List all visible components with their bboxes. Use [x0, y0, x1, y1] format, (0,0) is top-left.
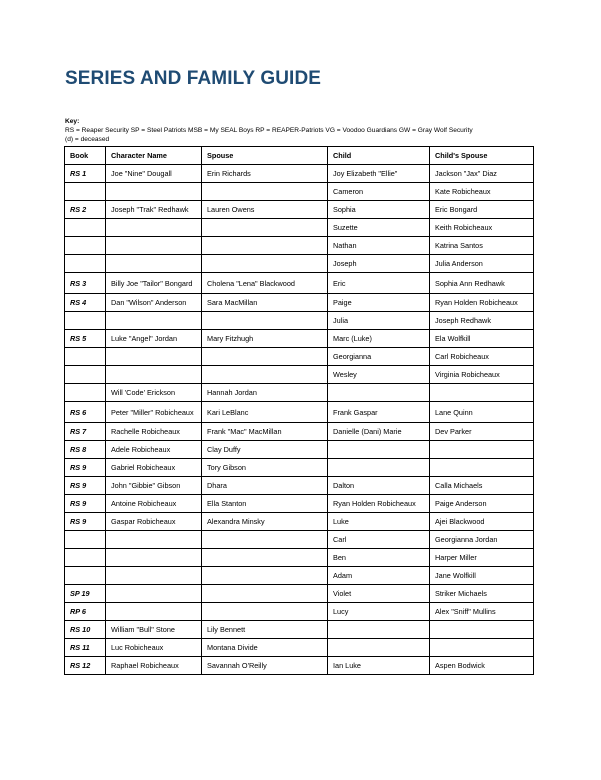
spouse-cell: Mary Fitzhugh: [202, 330, 328, 348]
child-spouse-cell: Jane Wolfkill: [430, 567, 534, 585]
child-cell: [328, 441, 430, 459]
character-name-cell: Adele Robicheaux: [106, 441, 202, 459]
spouse-cell: [202, 549, 328, 567]
child-spouse-cell: Dev Parker: [430, 423, 534, 441]
character-name-cell: [106, 255, 202, 273]
book-cell: RS 9: [65, 495, 106, 513]
child-spouse-cell: Carl Robicheaux: [430, 348, 534, 366]
character-name-cell: [106, 603, 202, 621]
child-cell: Nathan: [328, 237, 430, 255]
child-spouse-cell: Joseph Redhawk: [430, 312, 534, 330]
child-spouse-cell: [430, 621, 534, 639]
table-row: [65, 639, 534, 657]
child-cell: Violet: [328, 585, 430, 603]
child-cell: Cameron: [328, 183, 430, 201]
child-cell: Marc (Luke): [328, 330, 430, 348]
table-row: [65, 423, 534, 441]
child-cell: Lucy: [328, 603, 430, 621]
book-cell: [65, 219, 106, 237]
table-row: [65, 402, 534, 423]
table-row: [65, 255, 534, 273]
character-name-cell: Gabriel Robicheaux: [106, 459, 202, 477]
character-name-cell: [106, 549, 202, 567]
child-spouse-cell: Eric Bongard: [430, 201, 534, 219]
character-name-cell: John "Gibbie" Gibson: [106, 477, 202, 495]
child-spouse-cell: Virginia Robicheaux: [430, 366, 534, 384]
character-name-cell: Peter "Miller" Robicheaux: [106, 402, 202, 423]
spouse-cell: [202, 603, 328, 621]
book-cell: RS 9: [65, 513, 106, 531]
character-name-cell: [106, 183, 202, 201]
character-name-cell: [106, 567, 202, 585]
book-cell: RS 7: [65, 423, 106, 441]
book-cell: [65, 384, 106, 402]
book-cell: [65, 531, 106, 549]
table-header-row: [65, 147, 534, 165]
character-name-cell: [106, 585, 202, 603]
book-cell: [65, 312, 106, 330]
child-cell: Ian Luke: [328, 657, 430, 675]
table-row: [65, 384, 534, 402]
book-cell: [65, 255, 106, 273]
child-spouse-cell: Calla Michaels: [430, 477, 534, 495]
child-spouse-cell: Aspen Bodwick: [430, 657, 534, 675]
table-row: [65, 477, 534, 495]
book-cell: [65, 348, 106, 366]
child-spouse-cell: Keith Robicheaux: [430, 219, 534, 237]
child-spouse-cell: Paige Anderson: [430, 495, 534, 513]
book-cell: [65, 549, 106, 567]
book-cell: RS 8: [65, 441, 106, 459]
book-cell: [65, 366, 106, 384]
character-name-cell: Luke "Angel" Jordan: [106, 330, 202, 348]
child-spouse-cell: Striker Michaels: [430, 585, 534, 603]
child-cell: Paige: [328, 294, 430, 312]
key-legend: [65, 117, 473, 144]
table-row: [65, 549, 534, 567]
table-row: [65, 348, 534, 366]
spouse-cell: [202, 567, 328, 585]
table-row: [65, 657, 534, 675]
child-spouse-cell: Jackson "Jax" Diaz: [430, 165, 534, 183]
spouse-cell: [202, 237, 328, 255]
table-row: [65, 459, 534, 477]
child-spouse-cell: Sophia Ann Redhawk: [430, 273, 534, 294]
character-name-cell: Will 'Code' Erickson: [106, 384, 202, 402]
header-spouse: Spouse: [202, 147, 328, 165]
table-row: [65, 495, 534, 513]
spouse-cell: [202, 255, 328, 273]
child-spouse-cell: Georgianna Jordan: [430, 531, 534, 549]
child-spouse-cell: [430, 441, 534, 459]
table-row: [65, 201, 534, 219]
child-spouse-cell: Ela Wolfkill: [430, 330, 534, 348]
child-cell: Adam: [328, 567, 430, 585]
header-childs-spouse: Child's Spouse: [430, 147, 534, 165]
table-row: [65, 531, 534, 549]
table-row: [65, 567, 534, 585]
spouse-cell: Kari LeBlanc: [202, 402, 328, 423]
child-spouse-cell: Ryan Holden Robicheaux: [430, 294, 534, 312]
table-row: [65, 330, 534, 348]
character-name-cell: Billy Joe "Tailor" Bongard: [106, 273, 202, 294]
header-character-name: Character Name: [106, 147, 202, 165]
key-deceased-note: (d) = deceased: [65, 136, 110, 143]
character-name-cell: Dan "Wilson" Anderson: [106, 294, 202, 312]
book-cell: RP 6: [65, 603, 106, 621]
family-guide-table: [64, 146, 534, 675]
spouse-cell: Lauren Owens: [202, 201, 328, 219]
table-row: [65, 294, 534, 312]
table-body: [65, 165, 534, 675]
character-name-cell: [106, 366, 202, 384]
child-cell: [328, 384, 430, 402]
table-row: [65, 513, 534, 531]
table-row: [65, 312, 534, 330]
spouse-cell: [202, 312, 328, 330]
child-spouse-cell: Harper Miller: [430, 549, 534, 567]
child-cell: Eric: [328, 273, 430, 294]
child-spouse-cell: Julia Anderson: [430, 255, 534, 273]
book-cell: RS 11: [65, 639, 106, 657]
table-row: [65, 366, 534, 384]
book-cell: RS 1: [65, 165, 106, 183]
table-row: [65, 441, 534, 459]
book-cell: [65, 237, 106, 255]
child-cell: Luke: [328, 513, 430, 531]
child-cell: [328, 639, 430, 657]
character-name-cell: William "Bull" Stone: [106, 621, 202, 639]
key-label: Key:: [65, 118, 80, 125]
spouse-cell: Hannah Jordan: [202, 384, 328, 402]
spouse-cell: Savannah O'Reilly: [202, 657, 328, 675]
spouse-cell: Clay Duffy: [202, 441, 328, 459]
child-spouse-cell: Kate Robicheaux: [430, 183, 534, 201]
spouse-cell: [202, 183, 328, 201]
book-cell: RS 9: [65, 477, 106, 495]
character-name-cell: [106, 531, 202, 549]
spouse-cell: [202, 366, 328, 384]
book-cell: RS 10: [65, 621, 106, 639]
character-name-cell: Raphael Robicheaux: [106, 657, 202, 675]
spouse-cell: Erin Richards: [202, 165, 328, 183]
child-cell: Georgianna: [328, 348, 430, 366]
spouse-cell: Frank "Mac" MacMillan: [202, 423, 328, 441]
book-cell: RS 12: [65, 657, 106, 675]
table-row: [65, 165, 534, 183]
child-spouse-cell: Katrina Santos: [430, 237, 534, 255]
character-name-cell: [106, 237, 202, 255]
child-cell: [328, 459, 430, 477]
book-cell: RS 9: [65, 459, 106, 477]
book-cell: SP 19: [65, 585, 106, 603]
page-title: SERIES AND FAMILY GUIDE: [65, 68, 322, 89]
table-row: [65, 585, 534, 603]
header-book: Book: [65, 147, 106, 165]
child-spouse-cell: Lane Quinn: [430, 402, 534, 423]
child-spouse-cell: Alex "Sniff" Mullins: [430, 603, 534, 621]
spouse-cell: Ella Stanton: [202, 495, 328, 513]
child-cell: Dalton: [328, 477, 430, 495]
child-spouse-cell: [430, 459, 534, 477]
spouse-cell: Lily Bennett: [202, 621, 328, 639]
table-row: [65, 183, 534, 201]
child-cell: Joy Elizabeth "Ellie": [328, 165, 430, 183]
character-name-cell: Antoine Robicheaux: [106, 495, 202, 513]
character-name-cell: Joe "Nine" Dougall: [106, 165, 202, 183]
character-name-cell: [106, 348, 202, 366]
header-child: Child: [328, 147, 430, 165]
character-name-cell: Luc Robicheaux: [106, 639, 202, 657]
book-cell: [65, 183, 106, 201]
spouse-cell: Sara MacMillan: [202, 294, 328, 312]
character-name-cell: [106, 219, 202, 237]
child-spouse-cell: Ajei Blackwood: [430, 513, 534, 531]
spouse-cell: Cholena "Lena" Blackwood: [202, 273, 328, 294]
table-row: [65, 603, 534, 621]
child-cell: Ryan Holden Robicheaux: [328, 495, 430, 513]
spouse-cell: Alexandra Minsky: [202, 513, 328, 531]
spouse-cell: Montana Divide: [202, 639, 328, 657]
child-cell: Joseph: [328, 255, 430, 273]
table-row: [65, 219, 534, 237]
child-cell: [328, 621, 430, 639]
spouse-cell: Tory Gibson: [202, 459, 328, 477]
table-row: [65, 273, 534, 294]
child-cell: Sophia: [328, 201, 430, 219]
character-name-cell: [106, 312, 202, 330]
character-name-cell: Gaspar Robicheaux: [106, 513, 202, 531]
spouse-cell: [202, 531, 328, 549]
table-row: [65, 621, 534, 639]
spouse-cell: [202, 348, 328, 366]
child-cell: Danielle (Dani) Marie: [328, 423, 430, 441]
character-name-cell: Joseph "Trak" Redhawk: [106, 201, 202, 219]
child-cell: Wesley: [328, 366, 430, 384]
table-row: [65, 237, 534, 255]
child-cell: Suzette: [328, 219, 430, 237]
child-cell: Carl: [328, 531, 430, 549]
spouse-cell: [202, 219, 328, 237]
book-cell: RS 3: [65, 273, 106, 294]
spouse-cell: Dhara: [202, 477, 328, 495]
child-spouse-cell: [430, 384, 534, 402]
book-cell: RS 4: [65, 294, 106, 312]
book-cell: RS 2: [65, 201, 106, 219]
book-cell: RS 5: [65, 330, 106, 348]
key-abbreviations: RS = Reaper Security SP = Steel Patriots MSB = My SEAL Boys RP = REAPER-Patriots VG = Voodoo Guardians GW = Gray Wolf Security: [65, 127, 473, 134]
character-name-cell: Rachelle Robicheaux: [106, 423, 202, 441]
child-cell: Julia: [328, 312, 430, 330]
child-spouse-cell: [430, 639, 534, 657]
child-cell: Frank Gaspar: [328, 402, 430, 423]
book-cell: [65, 567, 106, 585]
child-cell: Ben: [328, 549, 430, 567]
spouse-cell: [202, 585, 328, 603]
book-cell: RS 6: [65, 402, 106, 423]
